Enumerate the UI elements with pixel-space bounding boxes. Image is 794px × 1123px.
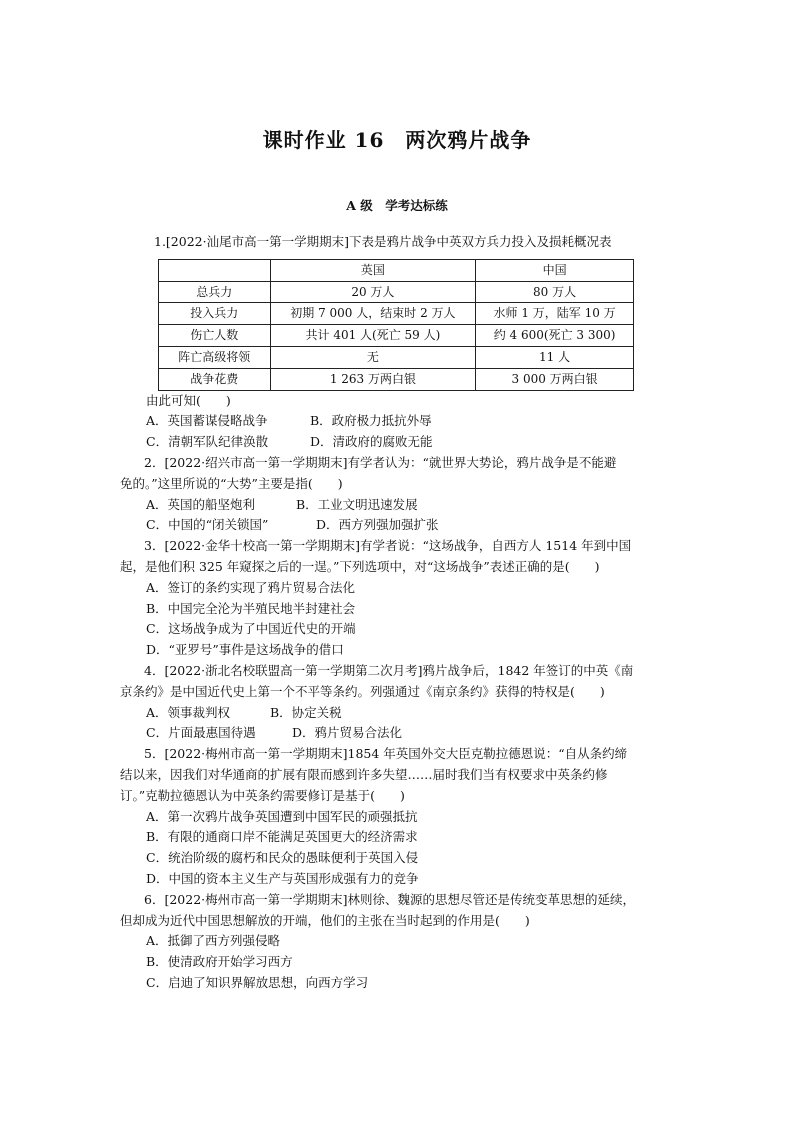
option-a: A．签订的条约实现了鸦片贸易合法化 (146, 579, 356, 595)
option-c: C．统治阶级的腐朽和民众的愚昧便利于英国入侵 (146, 850, 419, 866)
option-c: C．清朝军队纪律涣散 (146, 434, 269, 450)
option-a: A．领事裁判权 (146, 704, 231, 720)
question-5 (120, 744, 666, 890)
table-header-row (159, 259, 634, 281)
question-1-prompt: 由此可知( ) (146, 392, 231, 408)
question-3 (120, 536, 666, 661)
question-4-stem-line: 4．[2022·浙北名校联盟高一第一学期第二次月考]鸦片战争后，1842 年签订的中英《南 (144, 662, 634, 678)
option-d: D．鸦片贸易合法化 (292, 725, 403, 741)
option-c: C．启迪了知识界解放思想，向西方学习 (146, 974, 369, 990)
table-cell: 共计 401 人(死亡 59 人) (270, 325, 476, 347)
option-d: D．西方列强加强扩张 (316, 517, 439, 533)
question-3-stem-line: 3．[2022·金华十校高一第一学期期末]有学者说：“这场战争，自西方人 1514 年到中国 (144, 538, 632, 554)
question-3-stem-line: 起，是他们积 325 年窥探之后的一逞。”下列选项中，对“这场战争”表述正确的是( ) (120, 558, 600, 574)
question-2-stem-line: 2．[2022·绍兴市高一第一学期期末]有学者认为：“就世界大势论，鸦片战争是不能避 (144, 454, 617, 470)
option-a: A．第一次鸦片战争英国遭到中国军民的顽强抵抗 (146, 808, 418, 824)
option-a: A．抵御了西方列强侵略 (146, 933, 281, 949)
table-cell: 1 263 万两白银 (270, 368, 476, 390)
table-row (159, 368, 634, 390)
option-b: B．协定关税 (270, 704, 342, 720)
table-cell: 80 万人 (476, 281, 634, 303)
question-1 (146, 232, 666, 453)
table-cell: 初期 7 000 人，结束时 2 万人 (270, 303, 476, 325)
option-c: C．片面最惠国待遇 (146, 725, 256, 741)
table-header-cell: 英国 (270, 259, 476, 281)
option-c: C．这场战争成为了中国近代史的开端 (146, 621, 356, 637)
question-4-stem-line: 京条约》是中国近代史上第一个不平等条约。列强通过《南京条约》获得的特权是( ) (120, 683, 605, 699)
table-row (159, 303, 634, 325)
table-cell: 伤亡人数 (159, 325, 271, 347)
question-2-stem-line: 免的。”这里所说的“大势”主要是指( ) (120, 475, 343, 491)
question-6 (120, 890, 666, 994)
casualty-table (158, 259, 634, 391)
question-5-stem-line: 5．[2022·梅州市高一第一学期期末]1854 年英国外交大臣克勒拉德恩说：“自从条约缔 (144, 746, 628, 762)
page-title: 课时作业 16 两次鸦片战争 (262, 128, 532, 152)
option-a: A．英国蓄谋侵略战争 (146, 413, 268, 429)
option-a: A．英国的船坚炮利 (146, 496, 256, 512)
table-header-cell (159, 259, 271, 281)
question-5-stem-line: 订。”克勒拉德恩认为中英条约需要修订是基于( ) (120, 787, 405, 803)
table-cell: 11 人 (476, 346, 634, 368)
table-cell: 总兵力 (159, 281, 271, 303)
option-b: B．使清政府开始学习西方 (146, 954, 293, 970)
table-cell: 投入兵力 (159, 303, 271, 325)
table-cell: 阵亡高级将领 (159, 346, 271, 368)
table-cell: 战争花费 (159, 368, 271, 390)
question-6-stem-line: 6．[2022·梅州市高一第一学期期末]林则徐、魏源的思想尽管还是传统变革思想的延续， (144, 891, 635, 907)
question-1-stem: 1.[2022·汕尾市高一第一学期期末]下表是鸦片战争中英双方兵力投入及损耗概况表 (154, 234, 612, 249)
option-c: C．中国的“闭关锁国” (146, 517, 269, 533)
table-row (159, 346, 634, 368)
question-5-stem-line: 结以来，因我们对华通商的扩展有限而感到许多失望……届时我们当有权要求中英条约修 (120, 766, 608, 782)
table-row (159, 325, 634, 347)
option-d: D．清政府的腐败无能 (310, 434, 433, 450)
question-4 (120, 661, 666, 744)
table-cell: 3 000 万两白银 (476, 368, 634, 390)
option-b: B．有限的通商口岸不能满足英国更大的经济需求 (146, 829, 418, 845)
questions-body (120, 232, 666, 994)
question-6-stem-line: 但却成为近代中国思想解放的开端，他们的主张在当时起到的作用是( ) (120, 912, 530, 928)
option-d: D．“亚罗号”事件是这场战争的借口 (146, 642, 344, 658)
section-level-heading: A 级 学考达标练 (346, 198, 448, 213)
option-d: D．中国的资本主义生产与英国形成强有力的竞争 (146, 870, 419, 886)
option-b: B．中国完全沦为半殖民地半封建社会 (146, 600, 356, 616)
table-cell: 20 万人 (270, 281, 476, 303)
table-cell: 约 4 600(死亡 3 300) (476, 325, 634, 347)
table-header-cell: 中国 (476, 259, 634, 281)
option-b: B．政府极力抵抗外辱 (310, 413, 432, 429)
table-cell: 无 (270, 346, 476, 368)
option-b: B．工业文明迅速发展 (296, 496, 418, 512)
question-2 (120, 453, 666, 536)
table-row (159, 281, 634, 303)
table-cell: 水师 1 万，陆军 10 万 (476, 303, 634, 325)
